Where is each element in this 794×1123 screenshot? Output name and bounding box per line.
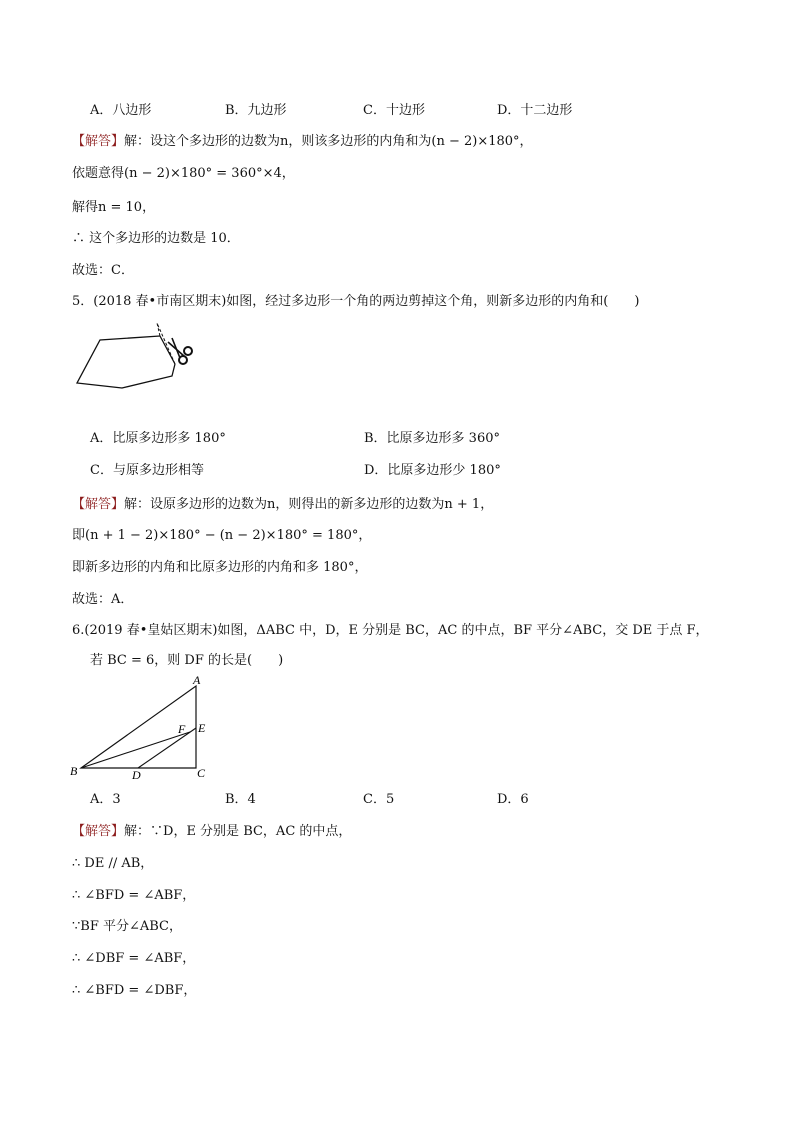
q6-stem-line-1: 6.(2019 春•皇姑区期末)如图，ΔABC 中，D，E 分别是 BC，AC 的中点，BF 平分∠ABC，交 DE 于点 F，: [72, 623, 709, 638]
answer-tag: 【解答】: [72, 497, 125, 512]
q4-solution-line-2: 依题意得(n − 2)×180° = 360°×4，: [72, 166, 295, 181]
q5-polygon-figure: [72, 318, 207, 390]
q6-option-a: A．3: [90, 792, 121, 807]
q4-solution-line-1: 【解答】解：设这个多边形的边数为n，则该多边形的内角和为(n − 2)×180°，: [72, 134, 533, 149]
q4-solution-line-4: ∴ 这个多边形的边数是 10．: [72, 231, 240, 246]
answer-tag: 【解答】: [72, 134, 125, 149]
q6-option-b: B．4: [225, 792, 256, 807]
q6-option-c: C．5: [363, 792, 395, 807]
q6-triangle-figure: [66, 672, 216, 782]
label-a: A: [193, 673, 201, 687]
q5-stem: 5．(2018 春•市南区期末)如图，经过多边形一个角的两边剪掉这个角，则新多边形的内角和( ): [72, 294, 640, 309]
q5-solution-line-4: 故选：A．: [72, 592, 134, 607]
q6-option-d: D．6: [497, 792, 529, 807]
q4-option-a: A．八边形: [90, 103, 152, 118]
q6-solution-line-3: ∴ ∠BFD = ∠ABF，: [72, 888, 196, 903]
q6-solution-line-4: ∵BF 平分∠ABC，: [72, 919, 182, 934]
q5-option-d: D．比原多边形少 180°: [364, 463, 501, 478]
q6-solution-line-6: ∴ ∠BFD = ∠DBF，: [72, 983, 197, 998]
label-f: F: [178, 722, 186, 736]
q6-stem-line-2: 若 BC = 6，则 DF 的长是( ): [90, 653, 284, 668]
q6-solution-line-1: 【解答】解：∵D，E 分别是 BC，AC 的中点，: [72, 824, 352, 839]
label-e: E: [198, 721, 206, 735]
q4-solution-line-5: 故选：C．: [72, 263, 134, 278]
q5-option-b: B．比原多边形多 360°: [364, 431, 500, 446]
q5-solution-line-1: 【解答】解：设原多边形的边数为n，则得出的新多边形的边数为n + 1，: [72, 497, 494, 512]
q5-option-c: C．与原多边形相等: [90, 463, 204, 478]
segment-de: [138, 728, 196, 768]
answer-tag: 【解答】: [72, 824, 125, 839]
scissors-icon: [168, 338, 192, 364]
q5-option-a: A．比原多边形多 180°: [90, 431, 226, 446]
q6-solution-line-2: ∴ DE // AB，: [72, 856, 154, 871]
segment-bf: [81, 732, 190, 768]
q5-solution-line-3: 即新多边形的内角和比原多边形的内角和多 180°，: [72, 560, 368, 575]
q4-option-b: B．九边形: [225, 103, 287, 118]
label-b: B: [70, 764, 78, 778]
cut-corner-dashed: [157, 323, 175, 364]
q4-option-d: D．十二边形: [497, 103, 573, 118]
q4-solution-line-3: 解得n = 10，: [72, 200, 156, 215]
label-d: D: [132, 768, 141, 782]
q6-solution-line-5: ∴ ∠DBF = ∠ABF，: [72, 951, 196, 966]
polygon-outline: [77, 336, 175, 388]
label-c: C: [197, 766, 206, 780]
q5-solution-line-2: 即(n + 1 − 2)×180° − (n − 2)×180° = 180°，: [72, 528, 372, 543]
q4-option-c: C．十边形: [363, 103, 425, 118]
